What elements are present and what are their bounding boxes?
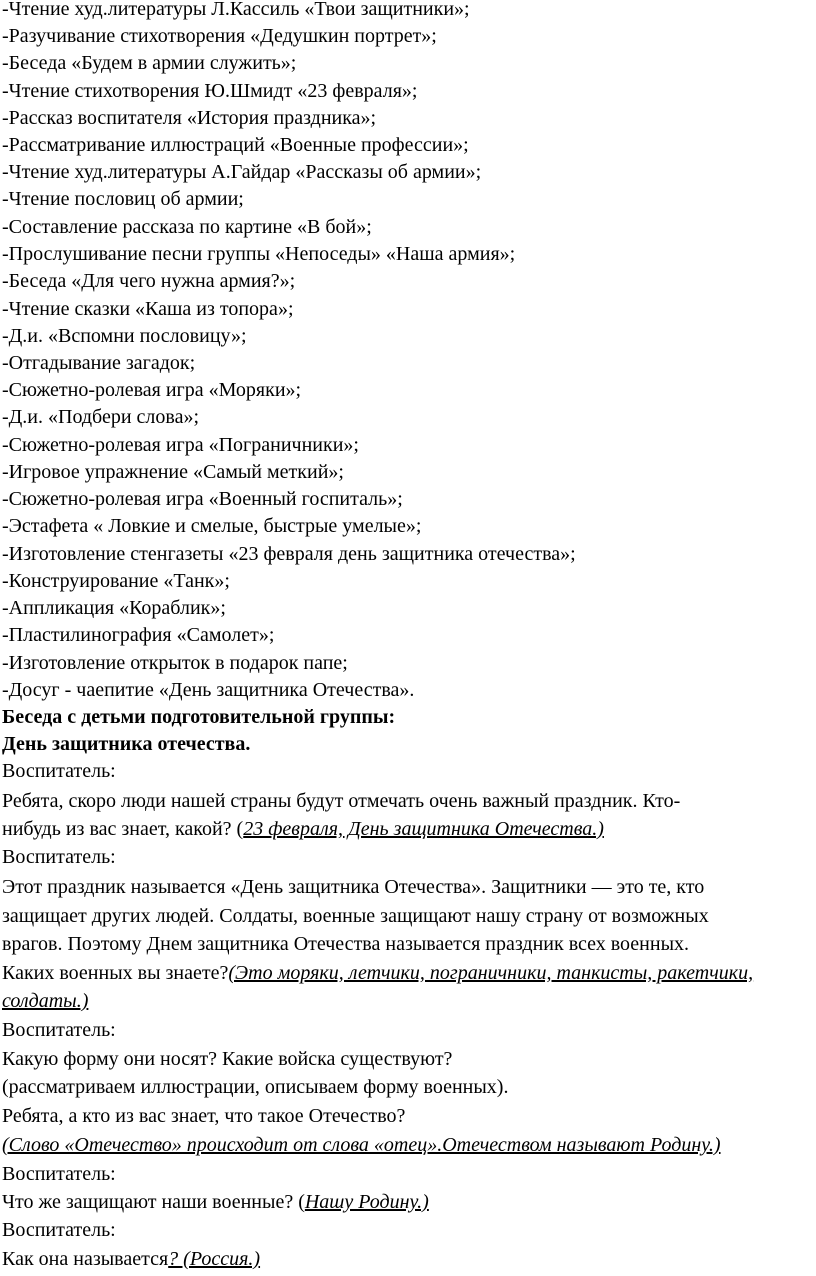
question-text: Каких военных вы знаете? <box>2 962 229 984</box>
paragraph-line <box>2 1189 429 1216</box>
activity-item: -Прослушивание песни группы «Непоседы» «Наша армия»; <box>2 243 516 265</box>
speaker-label: Воспитатель: <box>2 846 116 868</box>
activity-item: -Досуг - чаепитие «День защитника Отечества». <box>2 679 415 701</box>
section-subheading: День защитника отечества. <box>2 733 251 755</box>
activity-item: -Аппликация «Кораблик»; <box>2 597 226 619</box>
activity-item: -Чтение худ.литературы Л.Кассиль «Твои защитники»; <box>2 0 470 20</box>
answer-text: ? (Россия.) <box>168 1248 261 1270</box>
activity-item: -Чтение сказки «Каша из топора»; <box>2 298 294 320</box>
activity-item: -Конструирование «Танк»; <box>2 570 230 592</box>
question-text: нибудь из вас знает, какой? ( <box>2 818 244 840</box>
activity-item: -Сюжетно-ролевая игра «Военный госпиталь»; <box>2 488 403 510</box>
answer-text: (Слово «Отечество» происходит от слова «отец».Отечеством называют Родину.) <box>2 1134 721 1156</box>
activity-item: -Беседа «Будем в армии служить»; <box>2 52 297 74</box>
activity-item: -Рассматривание иллюстраций «Военные профессии»; <box>2 134 469 156</box>
section-heading: Беседа с детьми подготовительной группы: <box>2 706 396 728</box>
activity-item: -Изготовление стенгазеты «23 февраля день защитника отечества»; <box>2 543 576 565</box>
activity-item: -Рассказ воспитателя «История праздника»; <box>2 107 377 129</box>
activity-item: -Эстафета « Ловкие и смелые, быстрые умелые»; <box>2 515 422 537</box>
paragraph-line: Какую форму они носят? Какие войска существуют? <box>2 1048 453 1070</box>
activity-item: -Чтение пословиц об армии; <box>2 188 244 210</box>
activity-item: -Изготовление открыток в подарок папе; <box>2 652 348 674</box>
speaker-label: Воспитатель: <box>2 1163 116 1185</box>
paragraph-line: Этот праздник называется «День защитника Отечества». Защитники — это те, кто <box>2 876 705 898</box>
paragraph-line: защищает других людей. Солдаты, военные защищают нашу страну от возможных <box>2 905 709 927</box>
question-text: Что же защищают наши военные? ( <box>2 1191 305 1213</box>
activity-item: -Разучивание стихотворения «Дедушкин портрет»; <box>2 25 437 47</box>
answer-text: Нашу Родину.) <box>304 1191 429 1213</box>
paragraph-line: врагов. Поэтому Днем защитника Отечества называется праздник всех военных. <box>2 933 690 955</box>
activity-item: -Сюжетно-ролевая игра «Моряки»; <box>2 379 302 401</box>
paragraph-line: Ребята, а кто из вас знает, что такое Отечество? <box>2 1105 406 1127</box>
answer-text: (Это моряки, летчики, пограничники, танкисты, ракетчики, <box>228 962 754 984</box>
activity-item: -Игровое упражнение «Самый меткий»; <box>2 461 344 483</box>
activity-item: -Составление рассказа по картине «В бой»; <box>2 216 372 238</box>
paragraph-line <box>2 816 604 843</box>
activity-item: -Пластилинография «Самолет»; <box>2 624 275 646</box>
paragraph-line: Ребята, скоро люди нашей страны будут отмечать очень важный праздник. Кто- <box>2 790 681 812</box>
answer-text: 23 февраля, День защитника Отечества.) <box>243 818 604 840</box>
activity-item: -Сюжетно-ролевая игра «Пограничники»; <box>2 434 359 456</box>
activity-item: -Чтение худ.литературы А.Гайдар «Рассказы об армии»; <box>2 161 482 183</box>
activity-item: -Д.и. «Подбери слова»; <box>2 406 200 428</box>
activity-item: -Отгадывание загадок; <box>2 352 196 374</box>
activity-item: -Чтение стихотворения Ю.Шмидт «23 февраля»; <box>2 80 418 102</box>
speaker-label: Воспитатель: <box>2 1019 116 1041</box>
paragraph-line <box>2 960 753 987</box>
paragraph-line: (рассматриваем иллюстрации, описываем форму военных). <box>2 1076 509 1098</box>
answer-text: солдаты.) <box>2 990 89 1012</box>
activity-item: -Д.и. «Вспомни пословицу»; <box>2 325 247 347</box>
speaker-label: Воспитатель: <box>2 760 116 782</box>
speaker-label: Воспитатель: <box>2 1219 116 1241</box>
paragraph-line <box>2 988 88 1015</box>
activity-item: -Беседа «Для чего нужна армия?»; <box>2 270 296 292</box>
paragraph-line <box>2 1246 260 1273</box>
paragraph-line <box>2 1132 721 1159</box>
question-text: Как она называется <box>2 1248 169 1270</box>
